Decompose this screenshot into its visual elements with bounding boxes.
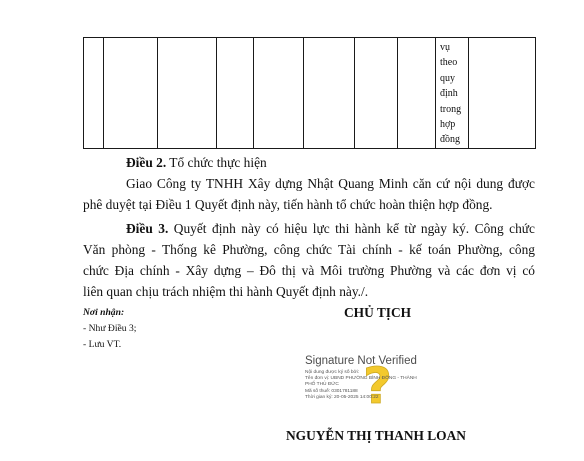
table-cell [254, 38, 304, 149]
signature-detail-line: Nội dung được ký số bởi: [305, 370, 360, 375]
cell-line: vụ [440, 42, 450, 53]
signature-detail-line: Tên đơn vị: UBND PHƯỜNG BÌNH ĐÔNG - THÀNH [305, 376, 417, 382]
recipients-header: Nơi nhận: [83, 307, 125, 318]
signature-detail-line: Thời gian ký: 20-05-2025 14:00:22 [305, 394, 379, 400]
table-cell [104, 38, 158, 149]
cell-line: quy [440, 72, 455, 84]
cell-line: trong [440, 103, 462, 115]
recipient-item: - Như Điều 3; [83, 323, 137, 334]
article-3-line: Quyết định này có hiệu lực thi hành kể từ ngày ký. Công chức [168, 221, 535, 236]
recipients-block [83, 305, 136, 353]
table-cell [355, 38, 398, 149]
article-3-line: Văn phòng - Thống kê Phường, công chức Tài chính - kế toán Phường, công [83, 242, 535, 257]
table-cell [304, 38, 355, 149]
table-cell [84, 38, 104, 149]
cell-line: định [440, 88, 458, 100]
item-table-fragment [83, 37, 536, 149]
cell-line: hợp [440, 119, 456, 131]
svg-text:?: ? [363, 357, 393, 415]
article-2-title: Tổ chức thực hiện [166, 155, 267, 170]
table-cell [469, 38, 536, 149]
signer-name: NGUYỄN THỊ THANH LOAN [286, 428, 466, 443]
signature-detail-line: PHỐ THỦ ĐỨC [305, 382, 339, 388]
cell-line: đồng [440, 134, 460, 146]
digital-signature-stamp [305, 353, 455, 415]
table-cell [398, 38, 436, 149]
recipient-item: - Lưu VT. [83, 339, 122, 350]
article-2-line: Giao Công ty TNHH Xây dựng Nhật Quang Minh căn cứ nội dung được [126, 176, 535, 191]
cell-line: theo [440, 57, 458, 69]
article-2-heading: Điều 2. [126, 155, 167, 170]
signature-status: Signature Not Verified [305, 355, 417, 367]
article-3-heading: Điều 3. [126, 221, 169, 236]
article-3-line: liên quan chịu trách nhiệm thi hành Quyết định này./. [83, 284, 369, 299]
table-cell [217, 38, 254, 149]
table-row [84, 38, 536, 149]
signer-title: CHỦ TỊCH [344, 305, 412, 320]
signature-details [305, 370, 417, 401]
article-2 [83, 152, 535, 215]
article-3-line: chức Địa chính - Xây dựng – Đô thị và Môi trường Phường và các đơn vị có [83, 263, 535, 278]
table-cell [158, 38, 217, 149]
signature-detail-line: Mã số thuế: 0301781188 [305, 388, 358, 394]
table-cell-content [436, 38, 469, 149]
article-3 [83, 218, 535, 302]
article-2-line: phê duyệt tại Điều 1 Quyết định này, tiến hành tổ chức hoàn thiện hợp đồng. [83, 197, 493, 212]
